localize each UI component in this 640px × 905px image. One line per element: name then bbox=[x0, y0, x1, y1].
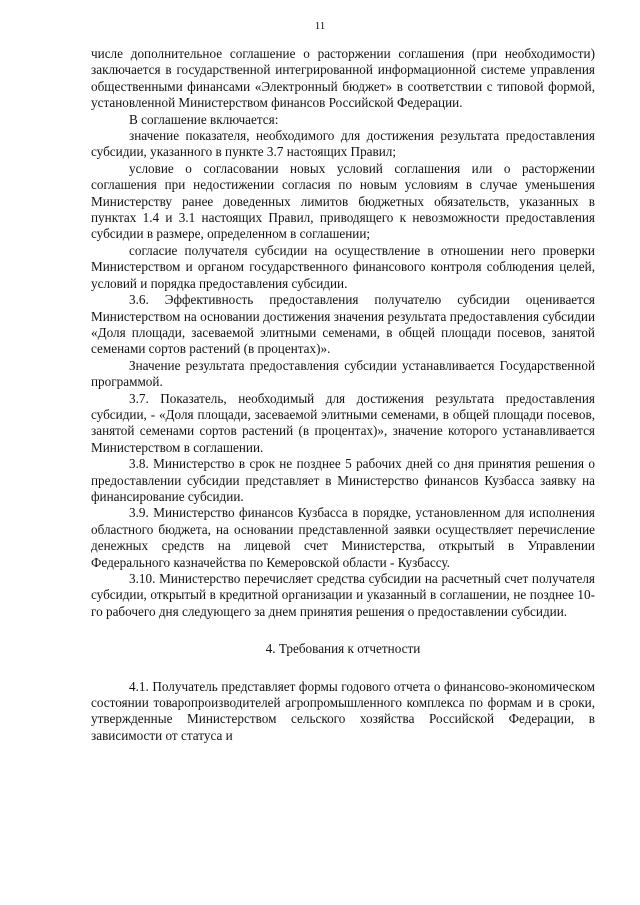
paragraph-new-conditions: условие о согласовании новых условий соглашения или о расторжении соглашения при недостижении согласия по новым условиям в случае уменьшения Министерству ранее доведенных лимитов бюджетных обязательств, указанных в пунктах 1.4 и 3.1 настоящих Правил, приводящего к невозможности предоставления субсидии в размере, определенном в соглашении; bbox=[91, 160, 595, 242]
paragraph-result-value: Значение результата предоставления субсидии устанавливается Государственной программой. bbox=[91, 357, 595, 390]
paragraph-4-1: 4.1. Получатель представляет формы годового отчета о финансово-экономическом состоянии товаропроизводителей агропромышленного комплекса по формам и в сроки, утвержденные Министерством сельского хозяйства Российской Федерации, в зависимости от статуса и bbox=[91, 678, 595, 743]
document-body bbox=[91, 46, 595, 744]
section-heading: 4. Требования к отчетности bbox=[265, 641, 421, 657]
paragraph-3-7: 3.7. Показатель, необходимый для достижения результата предоставления субсидии, - «Доля площади, засеваемой элитными семенами, в общей площади посевов, занятой семенами сортов растений (в процентах)», значение которого устанавливается Министерством в соглашении. bbox=[91, 390, 595, 455]
page-number: 11 bbox=[314, 20, 326, 32]
paragraph-3-10: 3.10. Министерство перечисляет средства субсидии на расчетный счет получателя субсидии, открытый в кредитной организации и указанный в соглашении, не позднее 10-го рабочего дня следующего за днем принятия решения о предоставлении субсидии. bbox=[91, 571, 595, 619]
paragraph-continuation: числе дополнительное соглашение о расторжении соглашения (при необходимости) заключается в государственной интегрированной информационной системе управления общественными финансами «Электронный бюджет» в соответствии с типовой формой, установленной Министерством финансов Российской Федерации. bbox=[91, 46, 595, 111]
paragraph-3-9: 3.9. Министерство финансов Кузбасса в порядке, установленном для исполнения областного бюджета, на основании представленной заявки осуществляет перечисление денежных средств на лицевой счет Министерства, открытый в Управлении Федерального казначейства по Кемеровской области - Кузбассу. bbox=[91, 505, 595, 570]
paragraph-agreement-includes: В соглашение включается: bbox=[129, 111, 279, 127]
paragraph-indicator-value: значение показателя, необходимого для достижения результата предоставления субсидии, указанного в пункте 3.7 настоящих Правил; bbox=[91, 128, 595, 160]
paragraph-3-8: 3.8. Министерство в срок не позднее 5 рабочих дней со дня принятия решения о предоставлении субсидии представляет в Министерство финансов Кузбасса заявку на финансирование субсидии. bbox=[91, 456, 595, 504]
paragraph-consent-inspection: согласие получателя субсидии на осуществление в отношении него проверки Министерством и органом государственного финансового контроля соблюдения целей, условий и порядка предоставления субсидии. bbox=[91, 242, 595, 291]
paragraph-3-6: 3.6. Эффективность предоставления получателю субсидии оценивается Министерством на основании достижения значения результата предоставления субсидии «Доля площади, засеваемой элитными семенами, в общей площади посевов, занятой семенами сортов растений (в процентах)». bbox=[91, 292, 595, 357]
